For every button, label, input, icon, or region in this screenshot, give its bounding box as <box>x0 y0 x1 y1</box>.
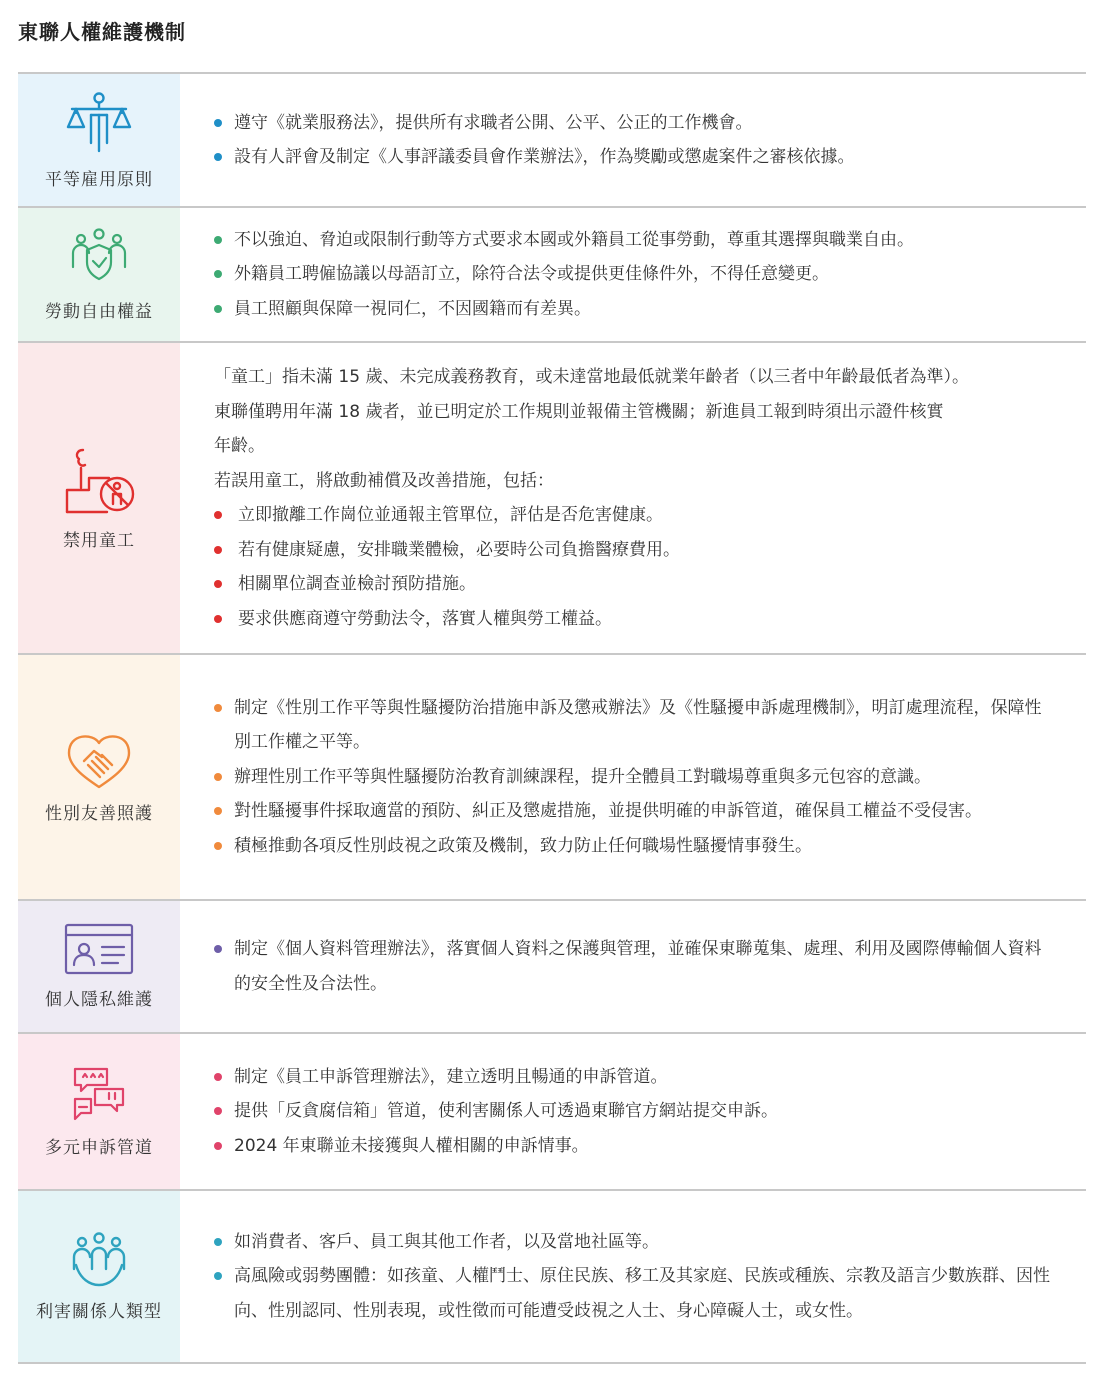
category-cell <box>18 655 180 899</box>
content-cell <box>180 74 1086 206</box>
row-privacy <box>18 901 1086 1034</box>
balance-scale-people-icon <box>64 91 134 155</box>
bullet-dot <box>214 1272 222 1280</box>
paragraph: 東聯僅聘用年滿 18 歲者，並已明定於工作規則並報備主管機關；新進員工報到時須出示證件核實 <box>214 401 944 422</box>
list-item: 2024 年東聯並未接獲與人權相關的申訴情事。 <box>214 1129 1052 1164</box>
bullet-dot <box>214 1238 222 1246</box>
people-shield-icon <box>68 227 130 287</box>
list-item: 辦理性別工作平等與性騷擾防治教育訓練課程，提升全體員工對職場尊重與多元包容的意識。 <box>214 760 1052 795</box>
policy-table <box>18 72 1086 1364</box>
bullet-dot <box>214 119 222 127</box>
category-label: 平等雇用原則 <box>45 169 153 190</box>
paragraph: 「童工」指未滿 15 歲、未完成義務教育，或未達當地最低就業年齡者（以三者中年齡最低者為準）。 <box>214 367 969 387</box>
content-cell <box>180 1191 1086 1362</box>
category-cell <box>18 208 180 341</box>
bullet-dot <box>214 842 222 850</box>
paragraph: 若誤用童工，將啟動補償及改善措施，包括： <box>214 470 554 491</box>
list-item: 外籍員工聘僱協議以母語訂立，除符合法令或提供更佳條件外，不得任意變更。 <box>214 257 1052 292</box>
list-item: 相關單位調查並檢討預防措施。 <box>214 567 1052 602</box>
row-stakeholders <box>18 1191 1086 1364</box>
list-item: 如消費者、客戶、員工與其他工作者，以及當地社區等。 <box>214 1225 1052 1260</box>
category-label: 利害關係人類型 <box>36 1302 162 1322</box>
category-label: 多元申訴管道 <box>45 1138 153 1158</box>
content-cell <box>180 655 1086 899</box>
list-item: 若有健康疑慮，安排職業體檢，必要時公司負擔醫療費用。 <box>214 533 1052 568</box>
bullet-dot <box>214 807 222 815</box>
content-cell <box>180 208 1086 341</box>
content-cell <box>180 343 1086 653</box>
category-cell <box>18 343 180 653</box>
category-cell <box>18 901 180 1032</box>
id-card-icon <box>64 923 134 975</box>
list-item: 遵守《就業服務法》，提供所有求職者公開、公平、公正的工作機會。 <box>214 106 1052 141</box>
list-item: 積極推動各項反性別歧視之政策及機制，致力防止任何職場性騷擾情事發生。 <box>214 829 1052 864</box>
bullet-dot <box>214 1142 222 1150</box>
bullet-dot <box>214 1107 222 1115</box>
list-item: 設有人評會及制定《人事評議委員會作業辦法》，作為獎勵或懲處案件之審核依據。 <box>214 140 1052 175</box>
bullet-dot <box>214 305 222 313</box>
handshake-heart-icon <box>66 731 132 789</box>
factory-child-prohibited-icon <box>61 446 137 516</box>
list-item: 提供「反貪腐信箱」管道，使利害關係人可透過東聯官方網站提交申訴。 <box>214 1094 1052 1129</box>
content-cell <box>180 901 1086 1032</box>
bullet-dot <box>214 511 222 519</box>
row-labor-freedom <box>18 208 1086 343</box>
row-grievance <box>18 1034 1086 1191</box>
bullet-dot <box>214 580 222 588</box>
row-gender-friendly <box>18 655 1086 901</box>
list-item: 制定《員工申訴管理辦法》，建立透明且暢通的申訴管道。 <box>214 1060 1052 1095</box>
category-label: 禁用童工 <box>63 530 135 551</box>
paragraph: 年齡。 <box>214 436 265 456</box>
list-item: 對性騷擾事件採取適當的預防、糾正及懲處措施，並提供明確的申訴管道，確保員工權益不受侵害。 <box>214 794 1052 829</box>
category-label: 個人隱私維護 <box>45 990 153 1010</box>
category-cell <box>18 1191 180 1362</box>
bullet-dot <box>214 945 222 953</box>
bullet-dot <box>214 236 222 244</box>
group-people-icon <box>70 1231 128 1287</box>
page-title: 東聯人權維護機制 <box>18 20 186 44</box>
bullet-dot <box>214 153 222 161</box>
bullet-dot <box>214 270 222 278</box>
list-item: 要求供應商遵守勞動法令，落實人權與勞工權益。 <box>214 602 1052 637</box>
category-cell <box>18 74 180 206</box>
bullet-dot <box>214 615 222 623</box>
list-item: 立即撤離工作崗位並通報主管單位，評估是否危害健康。 <box>214 498 1052 533</box>
category-label: 勞動自由權益 <box>45 302 153 322</box>
bullet-dot <box>214 773 222 781</box>
list-item: 高風險或弱勢團體：如孩童、人權鬥士、原住民族、移工及其家庭、民族或種族、宗教及語言少數族群、因性向、性別認同、性別表現，或性徵而可能遭受歧視之人士、身心障礙人士，或女性。 <box>214 1259 1052 1328</box>
list-item: 不以強迫、脅迫或限制行動等方式要求本國或外籍員工從事勞動，尊重其選擇與職業自由。 <box>214 223 1052 258</box>
bullet-dot <box>214 546 222 554</box>
category-label: 性別友善照護 <box>45 803 153 824</box>
content-cell <box>180 1034 1086 1189</box>
list-item: 制定《性別工作平等與性騷擾防治措施申訴及懲戒辦法》及《性騷擾申訴處理機制》，明訂處理流程，保障性別工作權之平等。 <box>214 691 1052 760</box>
bullet-dot <box>214 704 222 712</box>
row-child-labor <box>18 343 1086 655</box>
speech-bubbles-icon <box>71 1065 127 1123</box>
category-cell <box>18 1034 180 1189</box>
row-equal-employment <box>18 74 1086 208</box>
list-item: 員工照顧與保障一視同仁，不因國籍而有差異。 <box>214 292 1052 327</box>
list-item: 制定《個人資料管理辦法》，落實個人資料之保護與管理，並確保東聯蒐集、處理、利用及國際傳輸個人資料的安全性及合法性。 <box>214 932 1052 1001</box>
bullet-dot <box>214 1073 222 1081</box>
